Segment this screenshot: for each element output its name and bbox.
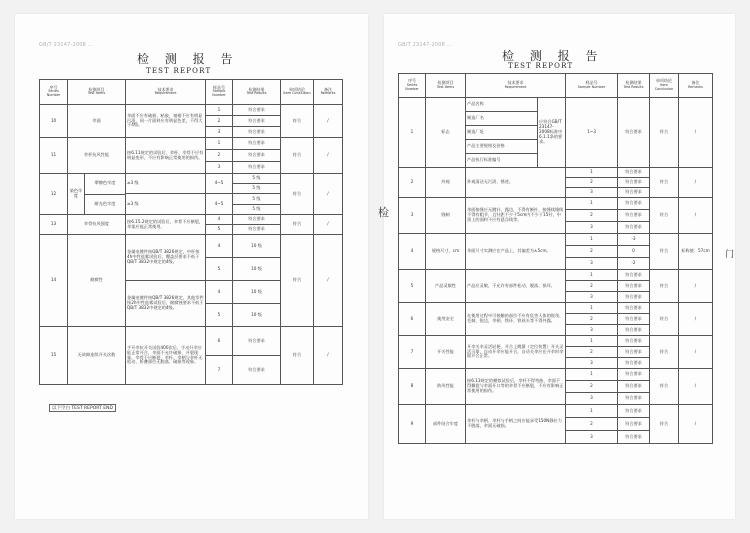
row-number: 5 <box>399 270 426 303</box>
table-row <box>40 215 343 225</box>
test-result: 符合要求 <box>618 292 650 303</box>
requirement: 按6.11规定的试验后，伞杆、伞骨不应有明显变形，不应有影响正常使用的损伤。 <box>126 138 206 174</box>
test-result: 符合要求 <box>618 178 650 188</box>
test-result: 符合要求 <box>618 431 650 444</box>
conclusion: 符合 <box>650 234 679 270</box>
sample-number: 5 <box>206 258 233 281</box>
sample-number: 6 <box>206 327 233 356</box>
header-remarks: 备注 Remarks <box>314 80 343 105</box>
row-number: 6 <box>399 303 426 336</box>
row-number: 1 <box>399 98 426 168</box>
test-result: 符合要求 <box>618 393 650 405</box>
test-item: 规格尺寸，cm <box>426 234 466 270</box>
sample-range: 1~3 <box>566 98 618 168</box>
test-result: 10 级 <box>233 258 281 281</box>
remark: / <box>314 235 343 327</box>
requirement: 外观清洁无污渍、锈迹。 <box>466 168 566 198</box>
test-item: 伞杆抗风性能 <box>68 138 126 174</box>
sample-number: 2 <box>566 418 618 431</box>
row-number: 2 <box>399 168 426 198</box>
test-result: 符合要求 <box>233 162 281 174</box>
remark: / <box>314 174 343 215</box>
table-row: 11 伞杆抗风性能 按6.11规定的试验后，伞杆、伞骨不应有明显变形，不应有影响正常使用的损伤。 1 符合要求 符合 / <box>40 138 343 150</box>
requirement: 按6.13规定的模拟试验后，伞杆不得弯曲，伞面不得撕裂与伞面开口等的伞骨不应断裂，不应有影响正常使用的损伤。 <box>466 369 566 405</box>
row-number: 15 <box>40 327 68 385</box>
conclusion: 符合 <box>281 235 314 327</box>
test-item: 开关性能 <box>426 336 466 369</box>
test-result: 符合要求 <box>618 270 650 281</box>
remark: / <box>679 168 713 198</box>
conclusion: 符合 <box>281 174 314 215</box>
sample-number: 1 <box>566 336 618 347</box>
report-page-right <box>378 14 735 519</box>
sample-number: 4 <box>206 281 233 304</box>
requirement: 金属电镀件按QB/T 3826规定，其他零件按2h中性盐雾试验后，耐腐蚀要求不低于QB/T 3832中规定的4级。 <box>126 281 206 327</box>
sample-number: 2 <box>566 347 618 358</box>
test-result: 符合要求 <box>618 314 650 325</box>
test-item: 无故障连续开关次数 <box>68 327 126 385</box>
table-row <box>40 235 343 258</box>
test-item: 使用安全 <box>426 303 466 336</box>
requirement: 开伞关伞灵活轻便，开合上跳簧（定位装置）开关灵活可靠，自动开伞应能开合，自动关伞应在开伞时伞面开合正常。 <box>466 336 566 369</box>
requirement: 手开伞抗开关试验400次后，手动开伞应能正常开合，伞面不允许破损、开裂现象，伞骨不应断裂、伞杆、伞柄与伞杆无松动、折叠部位无脱落、破损等现象。 <box>126 327 206 385</box>
table-row <box>399 234 713 246</box>
requirement: 应符合GB/T 23147-2008标准中6.1.1条的要求。 <box>538 98 566 168</box>
table-row <box>399 270 713 281</box>
conclusion: 符合 <box>650 303 679 336</box>
report-subtitle: TEST REPORT <box>508 62 574 70</box>
header-conclusion: 单项结论 Item Conclusion <box>650 74 679 98</box>
remark: / <box>679 270 713 303</box>
remark: / <box>314 215 343 235</box>
report-title: 检 测 报 告 <box>502 49 604 63</box>
test-result: 5 级 <box>233 194 281 205</box>
sample-number: 5 <box>206 225 233 235</box>
sample-number: 4 <box>206 215 233 225</box>
remark: / <box>679 303 713 336</box>
requirement: 伞杆与伞柄、伞杆与手柄之间应能承受150N静拉力不脱落，伞面无破损。 <box>466 405 566 444</box>
test-result: 5 级 <box>233 174 281 184</box>
sample-number: 3 <box>566 358 618 369</box>
sample-number: 2 <box>566 178 618 188</box>
sample-range: 4~5 <box>206 174 233 194</box>
test-result: 符合要求 <box>618 418 650 431</box>
header-result: 检测结果 Test Results <box>618 74 650 98</box>
remark: / <box>679 369 713 405</box>
remark: / <box>679 405 713 444</box>
sample-number: 1 <box>566 369 618 381</box>
label-field: 制造厂址 <box>466 126 538 140</box>
test-result: 符合要求 <box>233 215 281 225</box>
row-number: 8 <box>399 369 426 405</box>
remark: / <box>314 138 343 174</box>
conclusion: 符合 <box>650 270 679 303</box>
sample-number: 3 <box>566 222 618 234</box>
sample-number: 4 <box>206 235 233 258</box>
conclusion: 符合 <box>281 327 314 385</box>
header-requirement: 技术要求 Requirement <box>466 74 566 98</box>
header-sample: 样品号 Sample Number <box>566 74 618 98</box>
sample-number: 1 <box>566 234 618 246</box>
test-item <box>68 174 126 215</box>
test-result: 10 级 <box>233 281 281 304</box>
sample-number: 7 <box>206 356 233 385</box>
faint-header-text: GB/T 23147-2008 ... <box>39 42 94 48</box>
sample-number: 3 <box>566 325 618 336</box>
sample-number: 2 <box>566 210 618 222</box>
header-serial: 序号 Series Number <box>40 80 68 105</box>
test-result: -2 <box>618 258 650 270</box>
label-field: 产品执行标准编号 <box>466 154 538 168</box>
test-result: 符合要求 <box>618 168 650 178</box>
header-item: 检测项目 Test Items <box>68 80 126 105</box>
test-item: 伞骨抗风强度 <box>68 215 126 235</box>
conclusion: 符合 <box>281 138 314 174</box>
table-row <box>399 168 713 178</box>
header-conclusion: 单项结论 Item Conclusion <box>281 80 314 105</box>
table-row <box>399 336 713 347</box>
test-result: 符合要求 <box>233 327 281 356</box>
test-result: 符合要求 <box>233 116 281 127</box>
test-result: 符合要求 <box>618 281 650 292</box>
test-result: 符合要求 <box>618 198 650 210</box>
requirement: ≥3 级 <box>126 194 206 215</box>
test-item: 缝制 <box>426 198 466 234</box>
test-result: 5 级 <box>233 184 281 194</box>
row-number: 9 <box>399 405 426 444</box>
test-result: 符合要求 <box>618 210 650 222</box>
requirement: 伞面不应有破损、粘胶，皱褶不应有明显污渍，同一片面料应有明显色差，不得大于4级。 <box>126 105 206 138</box>
report-subtitle: TEST REPORT <box>146 67 212 75</box>
test-result: 0 <box>618 246 650 258</box>
test-item: 防风性能 <box>426 369 466 405</box>
test-result: 符合要求 <box>233 150 281 162</box>
sample-number: 2 <box>566 381 618 393</box>
scan-edge-mark: 门 <box>725 250 735 260</box>
remark: / <box>314 105 343 138</box>
test-result: 10 级 <box>233 304 281 327</box>
table-header-row <box>40 80 343 105</box>
conclusion: 符合 <box>650 198 679 234</box>
test-result: 符合要求 <box>618 303 650 314</box>
requirement: 伞面尺寸实测应在产品上，其偏差为±5cm。 <box>466 234 566 270</box>
sample-number: 2 <box>566 314 618 325</box>
conclusion: 符合 <box>650 98 679 168</box>
table-row <box>40 174 343 184</box>
requirement: ≥3 级 <box>126 174 206 194</box>
test-result: 符合要求 <box>233 105 281 116</box>
conclusion: 符合 <box>650 168 679 198</box>
row-number: 12 <box>40 174 68 215</box>
test-results-table <box>398 73 713 444</box>
sample-number: 3 <box>566 258 618 270</box>
sample-number: 3 <box>566 292 618 303</box>
test-result: 符合要求 <box>618 381 650 393</box>
table-row <box>399 405 713 418</box>
remark: / <box>679 198 713 234</box>
row-number: 10 <box>40 105 68 138</box>
test-result: 10 级 <box>233 235 281 258</box>
label-field: 产品名称 <box>466 98 538 112</box>
test-result: 符合要求 <box>233 225 281 235</box>
sample-number: 1 <box>566 168 618 178</box>
requirement: 产品应灵敏，不允许有部件松动、脱落、损坏。 <box>466 270 566 303</box>
report-title: 检 测 报 告 <box>137 52 239 66</box>
remark: / <box>679 98 713 168</box>
row-number: 11 <box>40 138 68 174</box>
table-row <box>399 369 713 381</box>
label-field: 制造厂名 <box>466 112 538 126</box>
test-result: 符合要求 <box>618 369 650 381</box>
test-result: 5 级 <box>233 205 281 215</box>
test-result: 符合要求 <box>618 98 650 168</box>
sub-item: 耐光色牢度 <box>94 200 116 206</box>
table-row <box>399 98 713 112</box>
conclusion: 符合 <box>650 405 679 444</box>
conclusion: 符合 <box>650 369 679 405</box>
requirement: 在使用过程中可接触的部位不应有危害人体的锐角、毛刺、锐边，伞柄、铁环、铁丝头等不得外露。 <box>466 303 566 336</box>
test-result: 符合要求 <box>618 222 650 234</box>
requirement: 伞面接缝应无跳针、露边，不得有断针，接缝线缝线不得有粗节，且针距不少于5cm内不少于15针，中顶上的面料不应有悬浮线等。 <box>466 198 566 234</box>
table-row: 10 伞面 伞面不应有破损、粘胶，皱褶不应有明显污渍，同一片面料应有明显色差，不得大于4级。 1 符合要求 符合 / <box>40 105 343 116</box>
row-number: 14 <box>40 235 68 327</box>
row-number: 7 <box>399 336 426 369</box>
requirement: 按6.15.2规定的试验后，伞骨不应断裂，伞架应能正常使用。 <box>126 215 206 235</box>
header-requirement: 技术要求 Requirement <box>126 80 206 105</box>
sub-item: 摩擦色牢度 <box>85 174 126 194</box>
sample-number: 2 <box>566 281 618 292</box>
header-item: 检测项目 Test Items <box>426 74 466 98</box>
sample-number: 5 <box>206 304 233 327</box>
test-result: 符合要求 <box>618 347 650 358</box>
report-end-label: 以下空白 TEST REPORT END <box>49 404 116 412</box>
conclusion: 符合 <box>281 215 314 235</box>
test-item-group: 染色牢度 <box>68 174 85 214</box>
sample-number: 3 <box>566 393 618 405</box>
test-result: 符合要求 <box>233 356 281 385</box>
table-row <box>399 303 713 314</box>
test-result: -3 <box>618 234 650 246</box>
conclusion: 符合 <box>650 336 679 369</box>
test-result: 符合要求 <box>618 405 650 418</box>
report-page-left <box>15 14 368 519</box>
table-header-row <box>399 74 713 98</box>
sample-number: 1 <box>566 303 618 314</box>
sample-number: 1 <box>566 198 618 210</box>
test-item: 外观 <box>426 168 466 198</box>
table-row <box>399 198 713 210</box>
sample-range: 4~5 <box>206 194 233 215</box>
test-result: 符合要求 <box>618 188 650 198</box>
test-result: 符合要求 <box>618 358 650 369</box>
test-result: 符合要求 <box>233 127 281 138</box>
test-result: 符合要求 <box>233 138 281 150</box>
test-item: 耐腐性 <box>68 235 126 327</box>
row-number: 13 <box>40 215 68 235</box>
header-result: 检测结果 Test Results <box>233 80 281 105</box>
label-field: 产品主要规格及价格 <box>466 140 538 154</box>
header-serial: 序号 Series Number <box>399 74 426 98</box>
test-item: 伞面 <box>68 105 126 138</box>
test-item: 标志 <box>426 98 466 168</box>
scan-edge-mark: 检 <box>378 206 389 219</box>
row-number: 3 <box>399 198 426 234</box>
test-result: 符合要求 <box>618 336 650 347</box>
test-result: 符合要求 <box>618 325 650 336</box>
test-results-table: 序号 Series Number 检测项目 Test Items 技术要求 Requirement 样品号 Sample Number 检测结果 Test Results 单项结论 Item Conclusion 备注 Remarks 10 伞面 伞面不应有破损、粘胶，皱褶不应有明显污渍，同一片面料应有明显色差，不得大于4级。 1 符合要求 符合 / 2 符合要求 3 符合要求 11 伞杆抗风性能 按6.11规定的试验后，伞杆、伞骨不应有明显变形，不应有影响正常使用的损伤。 1 符合要求 符合 / 2 符合要求 3 符合要求 12 染色牢度 摩擦色牢度 耐光色牢度 ≥3 级 4~5 5 级 符合 / 5 级 ≥3 级 4~5 5 级 5 级 13 伞骨抗风强度 按6.15.2规定的试验后，伞骨不应断裂，伞架应能正常使用。 4 符合要求 符合 / 5 符合要求 14 耐腐性 金属电镀件按QB/T 3826规定，中杆按4h中性盐雾试验后，覆盖层要求不低于QB/T 3832中规定的4级。 4 10 级 符合 / 5 10 级 金属电镀件按QB/T 3826规定，其他零件按2h中性盐雾试验后，耐腐蚀要求不低于QB/T 3832中规定的4级。 4 10 级 5 10 级 15 无故障连续开关次数 手开伞抗开关试验400次后，手动开伞应能正常开合，伞面不允许破损、开裂现象，伞骨不应断裂、伞杆、伞柄与伞杆无松动、折叠部位无脱落、破损等现象。 6 符合要求 符合 / 7 符合要求 <box>39 79 343 385</box>
row-number: 4 <box>399 234 426 270</box>
header-remarks: 备注 Remarks <box>679 74 713 98</box>
remark: 标称值：57cm <box>679 234 713 270</box>
requirement: 金属电镀件按QB/T 3826规定，中杆按4h中性盐雾试验后，覆盖层要求不低于QB/T 3832中规定的4级。 <box>126 235 206 281</box>
table-row <box>40 327 343 356</box>
faint-header-text: GB/T 23147-2008 ... <box>398 42 453 48</box>
sample-number: 2 <box>566 246 618 258</box>
header-sample: 样品号 Sample Number <box>206 80 233 105</box>
sample-number: 1 <box>566 405 618 418</box>
test-item: 产品灵敏性 <box>426 270 466 303</box>
test-item: 部件结合牢度 <box>426 405 466 444</box>
sample-number: 1 <box>566 270 618 281</box>
sample-number: 3 <box>566 431 618 444</box>
sample-number: 3 <box>566 188 618 198</box>
remark: / <box>314 327 343 385</box>
remark: / <box>679 336 713 369</box>
conclusion: 符合 <box>281 105 314 138</box>
